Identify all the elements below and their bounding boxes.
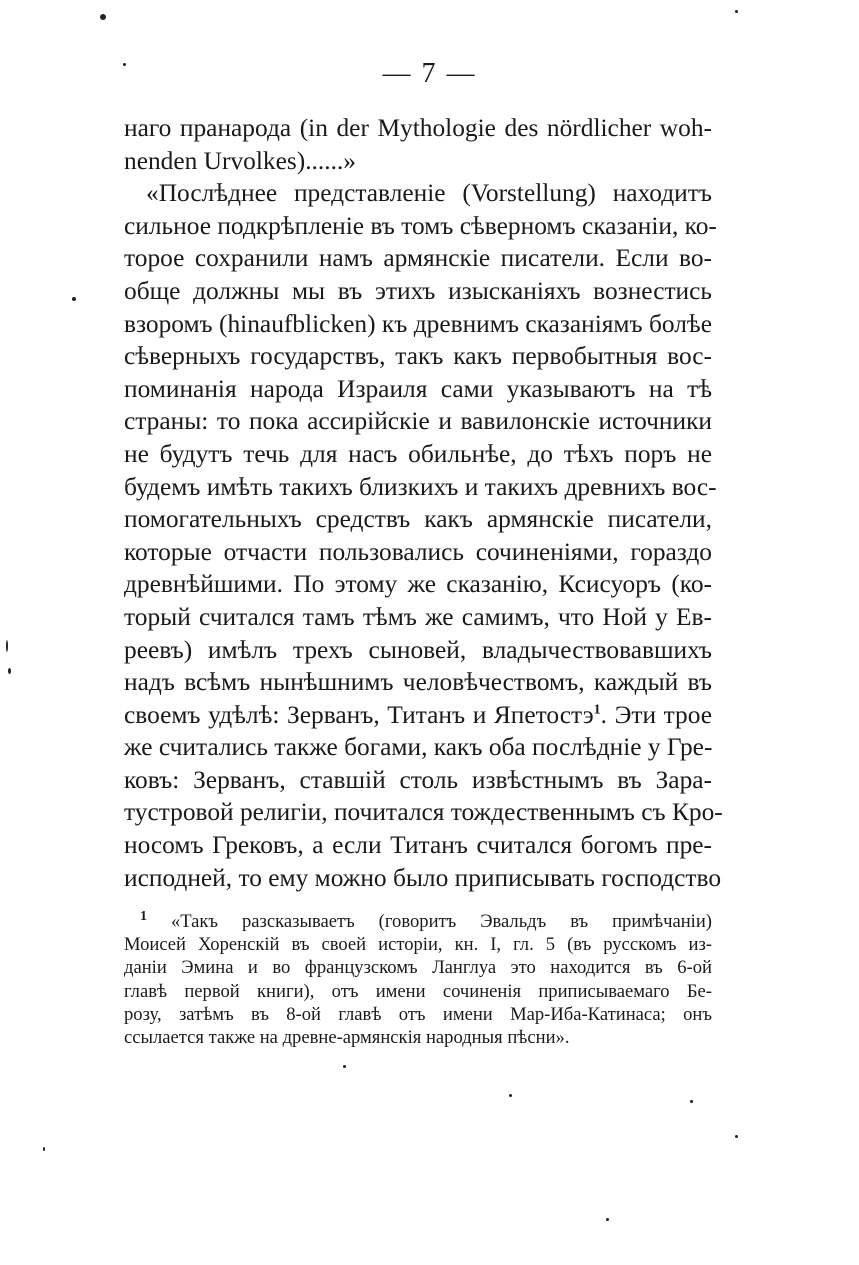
- footnote-reference: 1: [593, 702, 601, 718]
- footnote-line: ссылается также на древне-армянскія народныя пѣсни».: [124, 1026, 570, 1048]
- page-number: — 7 —: [382, 58, 477, 89]
- text-line: же считались также богами, какъ оба послѣдніе у Гре-: [124, 733, 713, 762]
- text-line: носомъ Грековъ, а если Титанъ считался богомъ пре-: [124, 831, 712, 860]
- scan-speck: [735, 10, 738, 13]
- footnote-text: «Такъ разсказываетъ (говоритъ Эвальдъ въ примѣчаніи): [170, 911, 712, 932]
- text-line: ковъ: Зерванъ, ставшій столь извѣстнымъ въ Зара-: [124, 765, 712, 794]
- footnote-line: даніи Эмина и во французскомъ Ланглуа это находится въ 6-ой: [124, 957, 712, 979]
- text-fragment: . Эти трое: [600, 700, 712, 729]
- text-line: сѣверныхъ государствъ, такъ какъ первобытныя вос-: [124, 342, 712, 371]
- text-line: nenden Urvolkes)......»: [124, 146, 356, 175]
- footnote-line: розу, затѣмъ въ 8-ой главѣ отъ имени Мар-Иба-Катинаса; онъ: [124, 1003, 712, 1025]
- footnote-line: [124, 910, 712, 933]
- main-text: [124, 112, 723, 894]
- text-line-with-footnote: [124, 699, 712, 732]
- text-line: наго пранарода (in der Mythologie des nördlicher woh-: [124, 114, 712, 142]
- scan-speck: [690, 1100, 693, 1103]
- footnote-line: Моисей Хоренскій въ своей исторіи, кн. I, гл. 5 (въ русскомъ из-: [124, 934, 712, 956]
- text-line: надъ всѣмъ нынѣшнимъ человѣчествомъ, каждый въ: [124, 668, 712, 697]
- footnote-marker: 1: [140, 908, 147, 924]
- scan-speck: [343, 1065, 346, 1068]
- scan-speck: [123, 63, 126, 66]
- text-line: помогательныхъ средствъ какъ армянскіе писатели,: [124, 505, 712, 534]
- scan-speck: [6, 640, 8, 652]
- footnotes: [124, 910, 712, 1049]
- text-line: поминанія народа Израиля сами указываютъ на тѣ: [124, 374, 712, 403]
- text-line: которые отчасти пользовались сочиненіями, гораздо: [124, 537, 712, 566]
- footnote-line: главѣ первой книги), отъ имени сочиненія приписываемаго Бе-: [124, 980, 712, 1002]
- text-line: будемъ имѣть такихъ близкихъ и такихъ древнихъ вос-: [124, 472, 717, 501]
- scan-speck: [8, 668, 11, 674]
- scan-speck: [606, 1218, 609, 1221]
- text-line: не будутъ течь для насъ обильнѣе, до тѣхъ поръ не: [124, 439, 712, 468]
- text-line: реевъ) имѣлъ трехъ сыновей, владычествовавшихъ: [124, 635, 712, 664]
- scan-speck: [735, 1135, 738, 1138]
- text-line: «Послѣднее представленіе (Vorstellung) находитъ: [146, 179, 712, 208]
- text-fragment: своемъ удѣлѣ: Зерванъ, Титанъ и Япетостэ: [124, 700, 594, 729]
- text-line: исподней, то ему можно было приписывать господство: [124, 863, 722, 892]
- text-line: страны: то пока ассирійскіе и вавилонскіе источники: [124, 407, 712, 436]
- text-line: тустровой религіи, почитался тождественнымъ съ Кро-: [124, 798, 723, 827]
- text-line: торое сохранили намъ армянскіе писатели. Если во-: [124, 244, 712, 273]
- text-line: торый считался тамъ тѣмъ же самимъ, что Ной у Ев-: [124, 602, 712, 631]
- scan-speck: [100, 14, 106, 20]
- text-line: сильное подкрѣпленіе въ томъ сѣверномъ сказаніи, ко-: [124, 211, 717, 240]
- scan-speck: [43, 1147, 45, 1151]
- text-line: обще должны мы въ этихъ изысканіяхъ вознестись: [124, 276, 712, 305]
- scan-speck: [72, 297, 76, 301]
- text-line: древнѣйшими. По этому же сказанію, Ксисуоръ (ко-: [124, 570, 712, 599]
- scan-speck: [509, 1094, 512, 1097]
- text-line: взоромъ (hinaufblicken) къ древнимъ сказаніямъ болѣе: [124, 309, 712, 338]
